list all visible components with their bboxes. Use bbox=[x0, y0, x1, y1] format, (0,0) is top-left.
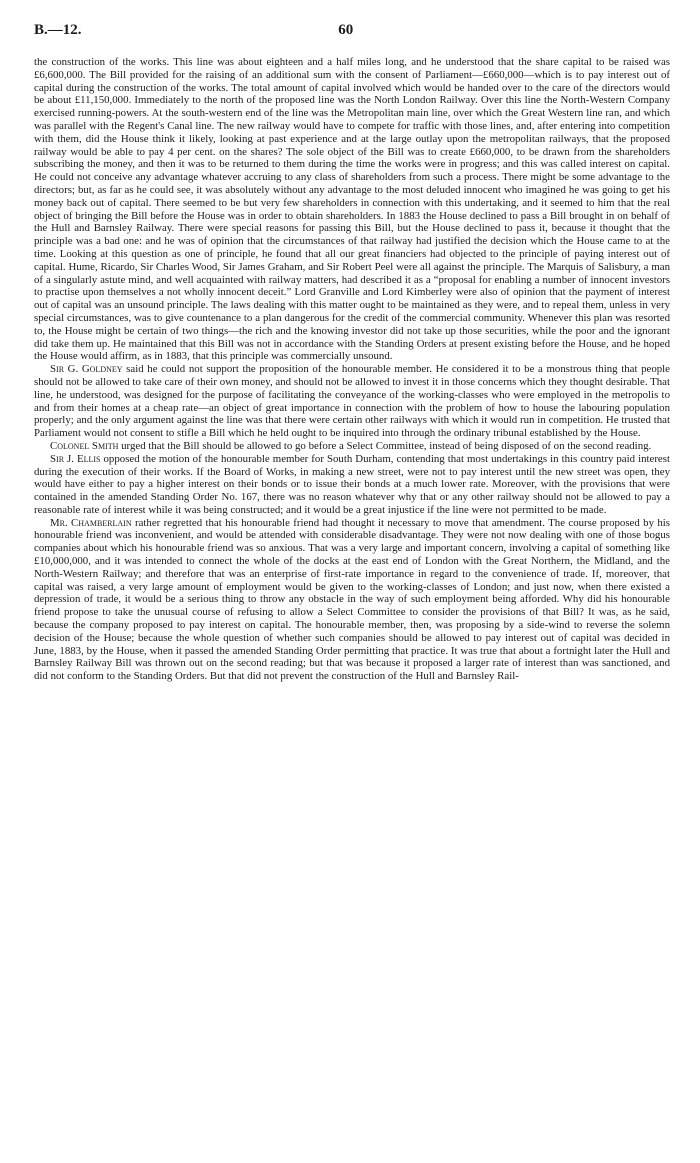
paragraph-text: rather regretted that his honourable friend had thought it necessary to move that amendment. The course proposed by his honourable friend was inconvenient, and would be attended with considerable disadvantage. They were not now dealing with one of those bogus companies about which his honourable friend was so anxious. That was a very large and important concern, involving a capital of something like £10,000,000, and it was intended to connect the whole of the docks at the east end of London with the Great Northern, the Midland, and the North-Western Railway; and therefore that was an enterprise of first-rate importance in regard to the convenience of trade. If, moreover, that capital was raised, a very large amount of employment would be given to the working-classes of London; and just now, when there existed a depression of trade, it would be a serious thing to throw any obstacle in the way of such employment being afforded. Why did his honourable friend propose to take the unusual course of refusing to allow a Select Committee to consider the provisions of that Bill? It was, as he said, because the company proposed to pay interest on capital. The honourable member, then, was proposing by a side-wind to reverse the solemn decision of the House; because the whole question of whether such companies should be allowed to pay interest out of capital was decided in June, 1883, by the House, when it passed the amended Standing Order permitting that practice. It was true that about a fortnight later the Hull and Barnsley Railway Bill was thrown out on the second reading; but that was because it proposed a larger rate of interest than was sanctioned, and did not conform to the Standing Orders. But that did not prevent the construction of the Hull and Barnsley Rail- bbox=[34, 516, 670, 683]
speaker-name: Mr. Chamberlain bbox=[50, 516, 132, 529]
body-text bbox=[34, 56, 670, 683]
document-reference: B.—12. bbox=[34, 22, 82, 38]
page-header bbox=[34, 22, 670, 46]
paragraph-smith bbox=[34, 440, 670, 453]
page-number: 60 bbox=[338, 22, 354, 38]
paragraph-continuation bbox=[34, 56, 670, 363]
paragraph-text: the construction of the works. This line was about eighteen and a half miles long, and he understood that the share capital to be raised was £6,600,000. The Bill provided for the raising of an additional sum with the consent of Parliament—£660,000—which is to pay interest out of capital during the construction of the works. The total amount of capital involved which would be handed over to the care of the directors would be about £11,150,000. Immediately to the north of the proposed line was the North London Railway. Over this line the North-Western Company exercised running-powers. At the south-western end of the line was the Metropolitan main line, over which the Great Western line ran, and which was parallel with the Regent's Canal line. The new railway would have to compete for traffic with those lines, and, after entering into competition with them, did the House think it likely, looking at past experience and at the large outlay upon the metropolitan railways, that the proposed railway would be able to pay 4 per cent. on the shares? The sole object of the Bill was to create £660,000, to be drawn from the shareholders subscribing the money, and then it was to be returned to them during the time the works were in progress; and this was called interest on capital. He could not conceive any advantage whatever accruing to any class of shareholders from such a process. There might be some advantage to the directors; but, as far as he could see, it was absolutely without any advantage to the most deluded innocent who imagined he was going to get his money back out of capital. There seemed to be but very few shareholders in connection with this undertaking, and it seemed to him that the real object of bringing the Bill before the House was in order to obtain shareholders. In 1883 the House declined to pass a Bill brought in on behalf of the Hull and Barnsley Railway. There were special reasons for passing this Bill, but the House declined to pass it, because it thought that the principle was a bad one: and he was of opinion that the circumstances of that railway had justified the decision which the House came to at the time. Looking at this question as one of principle, he found that all our great financiers had objected to the principle of paying interest out of capital. Hume, Ricardo, Sir Charles Wood, Sir James Graham, and Sir Robert Peel were all against the principle. The Marquis of Salisbury, a man of a singularly astute mind, and well acquainted with railway matters, had described it as a “proposal for enabling a number of innocent investors to practise upon themselves a not wholly innocent deceit.” Lord Granville and Lord Kimberley were also of opinion that the payment of interest out of capital was an unsound principle. The laws dealing with this matter ought to be maintained as they were, and to repeal them, unless in very special circumstances, was to give countenance to a plan dangerous for the credit of the commercial community. Whenever this plan was resorted to, the House might be certain of two things—the rich and the knowing investor did not take up those securities, while the poor and the ignorant did take them up. He maintained that this Bill was not in accordance with the Standing Orders at present existing before the House, and he hoped the House would affirm, as in 1883, that this principle was commercially unsound. bbox=[34, 56, 670, 363]
paragraph-chamberlain bbox=[34, 517, 670, 683]
paragraph-text: urged that the Bill should be allowed to go before a Select Committee, instead of being disposed of on the second reading. bbox=[118, 439, 652, 452]
paragraph-text: said he could not support the proposition of the honourable member. He considered it to be a monstrous thing that people should not be allowed to take care of their own money, and should not be allowed to invest it in those concerns which they thought desirable. That line, he understood, was designed for the purpose of facilitating the conveyance of the working-classes who were employed in the metropolis to and from their homes at a cheap rate—an object of great importance in connection with the problem of how to house the labouring population properly; and the only argument against the line was that there were certain other railways with which it would run in competition. He trusted that Parliament would not consent to stifle a Bill which he held ought to be inquired into through the ordinary tribunal established by the House. bbox=[34, 363, 670, 440]
paragraph-goldney bbox=[34, 363, 670, 440]
paragraph-ellis bbox=[34, 453, 670, 517]
speaker-name: Colonel Smith bbox=[50, 439, 119, 452]
speaker-name: Sir J. Ellis bbox=[50, 452, 101, 465]
speaker-name: Sir G. Goldney bbox=[50, 363, 123, 376]
paragraph-text: opposed the motion of the honourable member for South Durham, contending that most undertakings in this country paid interest during the execution of their works. If the Board of Works, in making a new street, were not to pay interest until the new street was open, they would have either to pay a higher interest on their bonds or to issue their bonds at a much lower rate. Moreover, with the provisions that were contained in the amended Standing Order No. 167, there was no reason whatever why that or any other railway should not be allowed to pay a reasonable rate of interest while it was being constructed; and it would be a great injustice if the line were not permitted to be made. bbox=[34, 452, 670, 516]
